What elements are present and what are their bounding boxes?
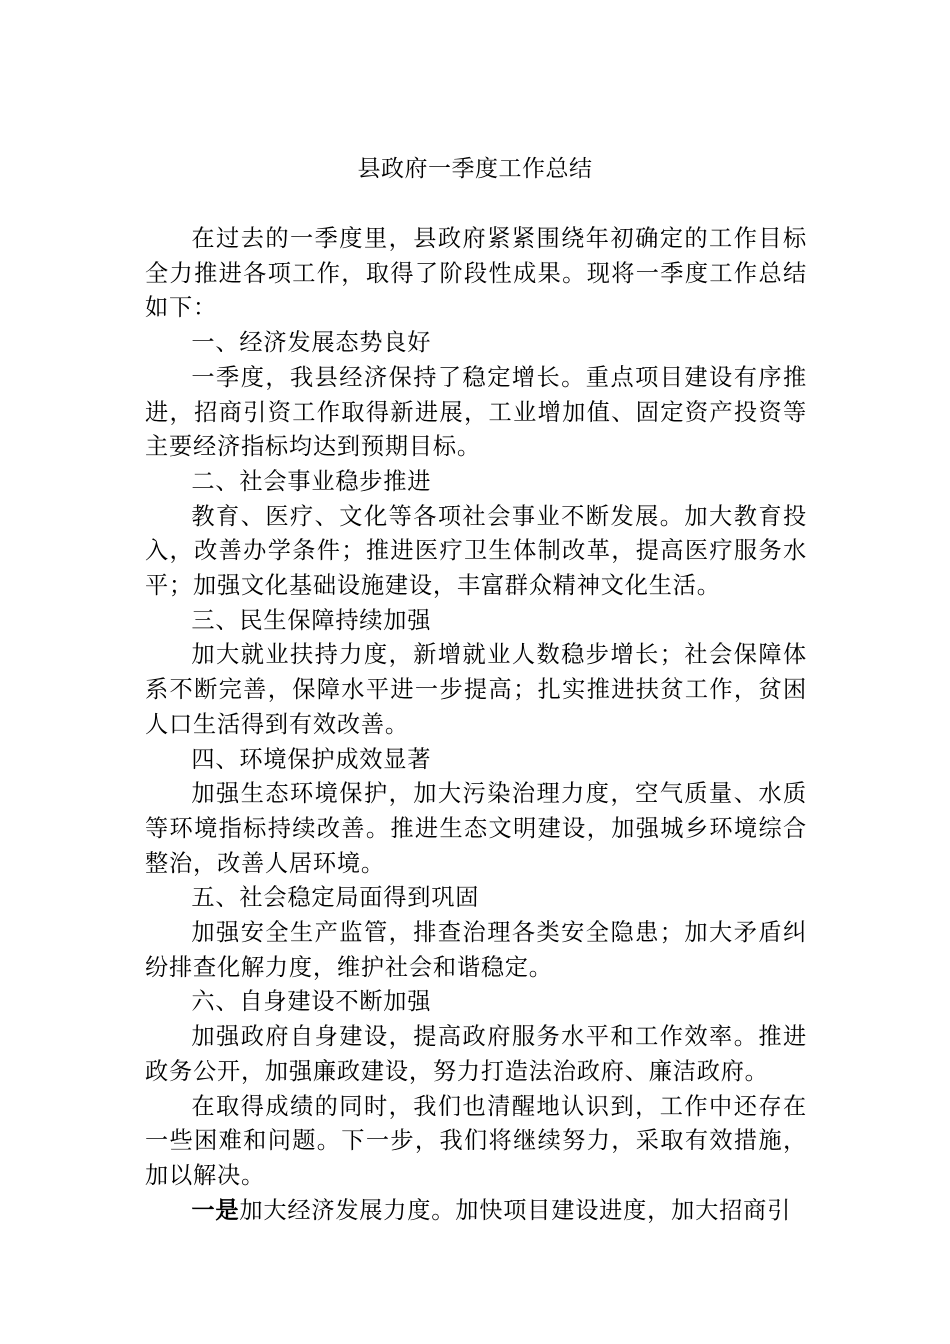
document-title: 县政府一季度工作总结 [357,156,593,182]
section-heading-livelihood: 三、民生保障持续加强 [191,606,432,634]
section-heading-stability: 五、社会稳定局面得到巩固 [191,884,480,912]
paragraph-environment: 加强生态环境保护，加大污染治理力度，空气质量、水质等环境指标持续改善。推进生态文明建设，加强城乡环境综合整治，改善人居环境。 [145,780,807,877]
paragraph-livelihood: 加大就业扶持力度，新增就业人数稳步增长；社会保障体系不断完善，保障水平进一步提高；扎实推进扶贫工作，贫困人口生活得到有效改善。 [145,641,807,738]
section-heading-social: 二、社会事业稳步推进 [191,467,432,495]
bold-lead-text: 一是 [191,1196,240,1224]
intro-paragraph: 在过去的一季度里，县政府紧紧围绕年初确定的工作目标全力推进各项工作，取得了阶段性成果。现将一季度工作总结如下： [145,225,807,322]
paragraph-stability: 加强安全生产监管，排查治理各类安全隐患；加大矛盾纠纷排查化解力度，维护社会和谐稳定。 [145,919,807,981]
paragraph-social: 教育、医疗、文化等各项社会事业不断发展。加大教育投入，改善办学条件；推进医疗卫生体制改革，提高医疗服务水平；加强文化基础设施建设，丰富群众精神文化生活。 [145,502,807,600]
next-step-text: 加大经济发展力度。加快项目建设进度，加大招商引 [239,1196,792,1224]
section-heading-self-building: 六、自身建设不断加强 [191,988,432,1016]
paragraph-problems: 在取得成绩的同时，我们也清醒地认识到，工作中还存在一些困难和问题。下一步，我们将继续努力，采取有效措施，加以解决。 [145,1092,807,1189]
document-body [145,222,807,1228]
paragraph-self-building: 加强政府自身建设，提高政府服务水平和工作效率。推进政务公开，加强廉政建设，努力打造法治政府、廉洁政府。 [145,1023,807,1085]
section-heading-environment: 四、环境保护成效显著 [191,745,432,773]
paragraph-next-step [145,1194,807,1229]
paragraph-economy: 一季度，我县经济保持了稳定增长。重点项目建设有序推进，招商引资工作取得新进展，工业增加值、固定资产投资等主要经济指标均达到预期目标。 [145,363,807,461]
section-heading-economy: 一、经济发展态势良好 [191,329,432,357]
